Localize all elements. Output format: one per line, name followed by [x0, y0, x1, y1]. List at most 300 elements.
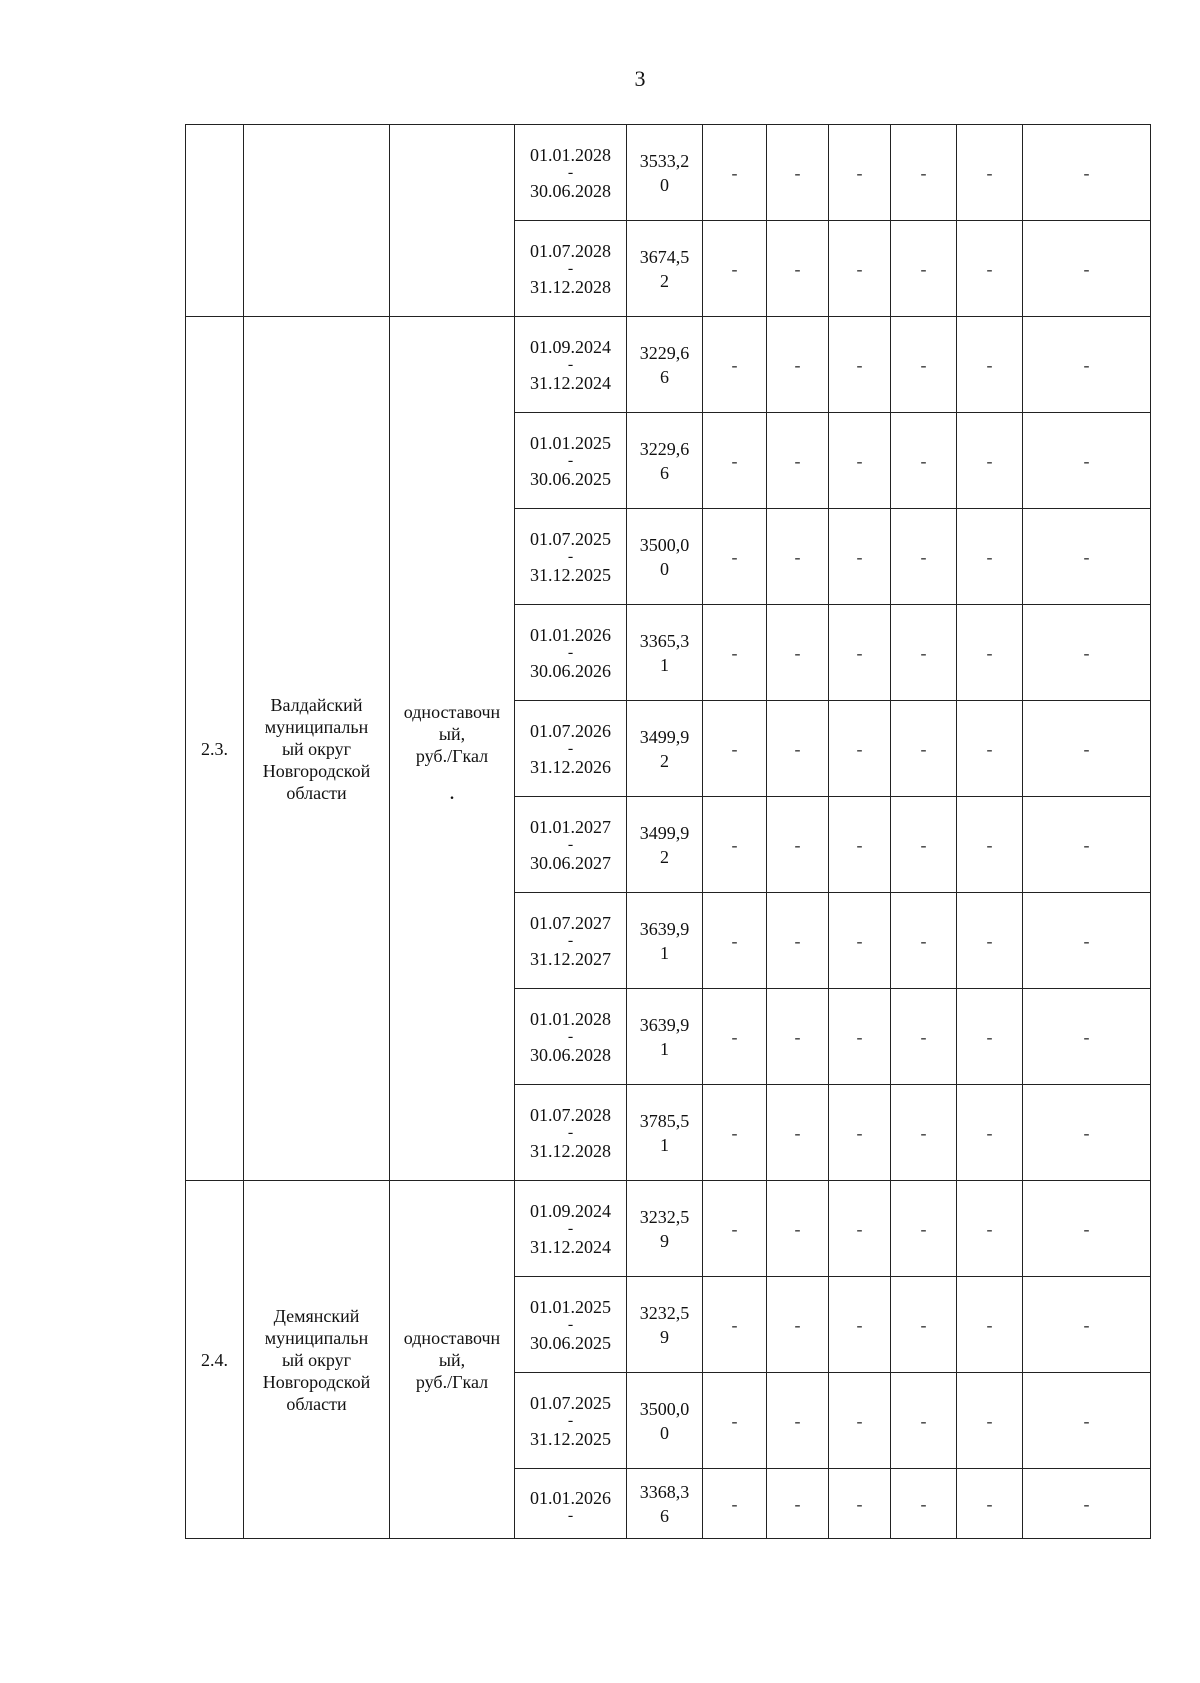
table-row: [186, 125, 1151, 221]
region-name-line: области: [286, 782, 347, 803]
empty-value-cell: [957, 221, 1023, 317]
empty-value-cell: [767, 125, 829, 221]
region-name-line: муниципальн: [264, 716, 369, 737]
tariff-value-cell: [627, 509, 703, 605]
empty-dash: -: [856, 354, 863, 375]
period-end: 31.12.2025: [530, 564, 611, 585]
tariff-type-line: руб./Гкал: [415, 1371, 489, 1392]
period-cell: [515, 125, 627, 221]
empty-value-cell: [767, 1085, 829, 1181]
tariff-type-cell: [390, 125, 515, 317]
empty-dash: -: [731, 1410, 738, 1431]
empty-value-cell: [891, 797, 957, 893]
tariff-value-cell: [627, 413, 703, 509]
empty-value-cell: [767, 221, 829, 317]
row-number-cell: [186, 1181, 244, 1539]
period-start: 01.09.2024: [530, 336, 611, 357]
empty-value-cell: [703, 1181, 767, 1277]
empty-value-cell: [1023, 701, 1151, 797]
tariff-type-line: ый,: [438, 723, 466, 744]
empty-dash: -: [794, 834, 801, 855]
period-start: 01.01.2026: [530, 1487, 611, 1508]
empty-dash: -: [920, 546, 927, 567]
tariff-value: [627, 245, 702, 293]
period: [515, 1007, 626, 1067]
period-dash: -: [567, 451, 574, 469]
region-name-line: ый округ: [281, 1349, 352, 1370]
empty-value-cell: [1023, 1373, 1151, 1469]
tariff-value: [627, 437, 702, 485]
empty-dash: -: [731, 1122, 738, 1143]
empty-dash: -: [986, 1314, 993, 1335]
empty-dash: -: [986, 258, 993, 279]
empty-dash: -: [856, 1218, 863, 1239]
period-dash: -: [567, 1027, 574, 1045]
period-dash: -: [567, 547, 574, 565]
tariff-value-line: 9: [660, 1326, 669, 1347]
empty-value-cell: [703, 701, 767, 797]
period: [515, 623, 626, 683]
region-name-line: муниципальн: [264, 1327, 369, 1348]
period-start: 01.07.2027: [530, 912, 611, 933]
empty-value-cell: [891, 1373, 957, 1469]
period-dash: -: [567, 1219, 574, 1237]
period-cell: [515, 221, 627, 317]
empty-value-cell: [703, 125, 767, 221]
empty-dash: -: [794, 738, 801, 759]
empty-dash: -: [1083, 1026, 1090, 1047]
period-start: 01.01.2027: [530, 816, 611, 837]
tariff-value-line: 3785,5: [639, 1110, 690, 1131]
empty-dash: -: [856, 258, 863, 279]
empty-dash: -: [856, 1410, 863, 1431]
period-end: 30.06.2028: [530, 180, 611, 201]
empty-dash: -: [794, 1410, 801, 1431]
empty-dash: -: [794, 450, 801, 471]
period-cell: [515, 413, 627, 509]
period: [515, 143, 626, 203]
row-number-cell: [186, 317, 244, 1181]
empty-value-cell: [891, 509, 957, 605]
empty-dash: -: [794, 354, 801, 375]
region-name-cell: [244, 1181, 390, 1539]
tariff-value: [627, 1013, 702, 1061]
table-row: [186, 1181, 1151, 1277]
row-number: 2.4.: [201, 1349, 228, 1370]
tariff-type-line: ый,: [438, 1349, 466, 1370]
empty-value-cell: [957, 413, 1023, 509]
empty-value-cell: [767, 1469, 829, 1539]
period-dash: -: [567, 1411, 574, 1429]
tariff-value-line: 2: [660, 270, 669, 291]
empty-value-cell: [829, 893, 891, 989]
period: [515, 335, 626, 395]
empty-value-cell: [891, 1469, 957, 1539]
tariff-value: [627, 725, 702, 773]
tariff-value-line: 3500,0: [639, 1398, 690, 1419]
period-end: 31.12.2028: [530, 1140, 611, 1161]
empty-value-cell: [957, 125, 1023, 221]
period-cell: [515, 509, 627, 605]
empty-value-cell: [957, 1181, 1023, 1277]
tariff-value-line: 1: [660, 654, 669, 675]
empty-value-cell: [703, 1469, 767, 1539]
empty-value-cell: [829, 701, 891, 797]
empty-dash: -: [1083, 1314, 1090, 1335]
empty-value-cell: [1023, 125, 1151, 221]
empty-dash: -: [1083, 258, 1090, 279]
period-cell: [515, 317, 627, 413]
empty-value-cell: [891, 125, 957, 221]
empty-dash: -: [856, 642, 863, 663]
empty-value-cell: [957, 701, 1023, 797]
empty-value-cell: [957, 797, 1023, 893]
empty-dash: -: [856, 1493, 863, 1514]
tariff-value: [627, 629, 702, 677]
empty-value-cell: [957, 509, 1023, 605]
period-cell: [515, 893, 627, 989]
period-start: 01.07.2026: [530, 720, 611, 741]
empty-value-cell: [891, 413, 957, 509]
empty-dash: -: [986, 1410, 993, 1431]
empty-dash: -: [1083, 450, 1090, 471]
tariff-value: [627, 1205, 702, 1253]
empty-dash: -: [1083, 1122, 1090, 1143]
period-dash: -: [567, 1506, 574, 1524]
tariff-value: [627, 341, 702, 389]
period-end: 30.06.2028: [530, 1044, 611, 1065]
period-start: 01.01.2028: [530, 144, 611, 165]
empty-dash: -: [986, 162, 993, 183]
empty-dash: -: [856, 450, 863, 471]
tariff-value-line: 1: [660, 1134, 669, 1155]
period: [515, 1295, 626, 1355]
empty-dash: -: [1083, 834, 1090, 855]
empty-value-cell: [891, 605, 957, 701]
tariff-value-line: 3639,9: [639, 918, 690, 939]
empty-value-cell: [891, 989, 957, 1085]
empty-dash: -: [856, 162, 863, 183]
empty-value-cell: [703, 1085, 767, 1181]
period-start: 01.01.2025: [530, 1296, 611, 1317]
tariff-value-line: 3639,9: [639, 1014, 690, 1035]
empty-value-cell: [767, 605, 829, 701]
period: [515, 431, 626, 491]
tariff-value-line: 2: [660, 750, 669, 771]
empty-value-cell: [1023, 221, 1151, 317]
tariff-value-cell: [627, 1373, 703, 1469]
empty-dash: -: [986, 1493, 993, 1514]
period-cell: [515, 1469, 627, 1539]
empty-value-cell: [829, 1085, 891, 1181]
tariff-value-line: 3365,3: [639, 630, 690, 651]
empty-dash: -: [856, 738, 863, 759]
empty-dash: -: [920, 354, 927, 375]
empty-dash: -: [731, 258, 738, 279]
empty-value-cell: [891, 1181, 957, 1277]
period-start: 01.01.2025: [530, 432, 611, 453]
empty-dash: -: [731, 738, 738, 759]
tariff-value-line: 3499,9: [639, 822, 690, 843]
tariff-table: [185, 124, 1151, 1539]
tariff-value: [627, 1109, 702, 1157]
empty-dash: -: [731, 1493, 738, 1514]
tariff-value-line: 6: [660, 462, 669, 483]
empty-value-cell: [1023, 1085, 1151, 1181]
page-number: 3: [634, 66, 646, 91]
empty-value-cell: [957, 1085, 1023, 1181]
tariff-value-line: 2: [660, 846, 669, 867]
empty-value-cell: [829, 605, 891, 701]
empty-value-cell: [957, 1469, 1023, 1539]
empty-value-cell: [767, 1373, 829, 1469]
empty-dash: -: [1083, 1218, 1090, 1239]
empty-dash: -: [731, 546, 738, 567]
period-dash: -: [567, 931, 574, 949]
empty-dash: -: [1083, 354, 1090, 375]
empty-value-cell: [703, 1277, 767, 1373]
empty-dash: -: [920, 738, 927, 759]
empty-dash: -: [856, 1122, 863, 1143]
period-end: 31.12.2024: [530, 372, 611, 393]
period-cell: [515, 1277, 627, 1373]
empty-dash: -: [920, 1314, 927, 1335]
table-row: [186, 317, 1151, 413]
tariff-value-cell: [627, 605, 703, 701]
empty-value-cell: [703, 1373, 767, 1469]
empty-value-cell: [829, 1373, 891, 1469]
tariff-value-line: 3674,5: [639, 246, 690, 267]
empty-value-cell: [703, 509, 767, 605]
empty-dash: -: [856, 930, 863, 951]
empty-dash: -: [920, 1493, 927, 1514]
tariff-value-line: 3232,5: [639, 1302, 690, 1323]
empty-value-cell: [891, 317, 957, 413]
period-end: 31.12.2026: [530, 756, 611, 777]
tariff-type-cell: [390, 317, 515, 1181]
empty-dash: -: [794, 930, 801, 951]
empty-value-cell: [829, 413, 891, 509]
empty-value-cell: [1023, 509, 1151, 605]
period-cell: [515, 1181, 627, 1277]
empty-value-cell: [703, 413, 767, 509]
period-end: 30.06.2025: [530, 468, 611, 489]
tariff-value-cell: [627, 893, 703, 989]
period-cell: [515, 1373, 627, 1469]
period-end: 30.06.2026: [530, 660, 611, 681]
tariff-value: [627, 533, 702, 581]
period-end: 31.12.2025: [530, 1428, 611, 1449]
tariff-value: [627, 1301, 702, 1349]
period: [515, 527, 626, 587]
tariff-value-line: 0: [660, 558, 669, 579]
empty-dash: -: [920, 930, 927, 951]
empty-value-cell: [957, 317, 1023, 413]
region-name-cell: [244, 317, 390, 1181]
empty-dash: -: [856, 546, 863, 567]
empty-value-cell: [767, 1181, 829, 1277]
empty-value-cell: [703, 989, 767, 1085]
empty-value-cell: [767, 893, 829, 989]
empty-dash: -: [731, 450, 738, 471]
period-end: 30.06.2027: [530, 852, 611, 873]
row-number-cell: [186, 125, 244, 317]
tariff-value-cell: [627, 317, 703, 413]
tariff-value-line: 3499,9: [639, 726, 690, 747]
empty-dash: -: [1083, 546, 1090, 567]
empty-value-cell: [957, 893, 1023, 989]
period-dash: -: [567, 739, 574, 757]
empty-dash: -: [986, 1218, 993, 1239]
empty-value-cell: [1023, 797, 1151, 893]
empty-value-cell: [1023, 605, 1151, 701]
empty-dash: -: [794, 642, 801, 663]
period: [515, 1103, 626, 1163]
tariff-value-line: 1: [660, 942, 669, 963]
period: [515, 1391, 626, 1451]
empty-value-cell: [829, 221, 891, 317]
empty-dash: -: [731, 1314, 738, 1335]
empty-value-cell: [957, 1373, 1023, 1469]
period: [515, 719, 626, 779]
region-name-line: Новгородской: [262, 1371, 371, 1392]
empty-value-cell: [829, 317, 891, 413]
empty-value-cell: [891, 1277, 957, 1373]
tariff-type-line: руб./Гкал: [415, 745, 489, 766]
empty-value-cell: [891, 1085, 957, 1181]
empty-dash: -: [856, 1026, 863, 1047]
period: [515, 1486, 626, 1522]
empty-dash: -: [986, 738, 993, 759]
tariff-value-cell: [627, 701, 703, 797]
empty-dash: -: [794, 1314, 801, 1335]
period: [515, 1199, 626, 1259]
region-name-line: Новгородской: [262, 760, 371, 781]
empty-value-cell: [829, 1469, 891, 1539]
period-start: 01.01.2026: [530, 624, 611, 645]
tariff-value-line: 0: [660, 1422, 669, 1443]
tariff-type-cell: [390, 1181, 515, 1539]
empty-dash: -: [856, 834, 863, 855]
empty-dash: -: [731, 834, 738, 855]
empty-dash: -: [731, 354, 738, 375]
empty-value-cell: [891, 893, 957, 989]
empty-dash: -: [986, 354, 993, 375]
empty-dash: -: [920, 450, 927, 471]
empty-dash: -: [920, 1218, 927, 1239]
tariff-value-line: 0: [660, 174, 669, 195]
region-name-line: Демянский: [273, 1305, 360, 1326]
period-end: 31.12.2027: [530, 948, 611, 969]
period-start: 01.09.2024: [530, 1200, 611, 1221]
tariff-value-line: 3232,5: [639, 1206, 690, 1227]
region-name-cell: [244, 125, 390, 317]
period-start: 01.07.2025: [530, 1392, 611, 1413]
period-dash: -: [567, 1315, 574, 1333]
tariff-value-cell: [627, 1181, 703, 1277]
empty-value-cell: [703, 221, 767, 317]
empty-value-cell: [829, 509, 891, 605]
empty-dash: -: [731, 642, 738, 663]
period: [515, 239, 626, 299]
empty-value-cell: [829, 1181, 891, 1277]
empty-value-cell: [767, 317, 829, 413]
period-cell: [515, 605, 627, 701]
empty-dash: -: [1083, 1410, 1090, 1431]
empty-dash: -: [794, 162, 801, 183]
period-dash: -: [567, 1123, 574, 1141]
empty-dash: -: [986, 834, 993, 855]
empty-value-cell: [767, 989, 829, 1085]
empty-value-cell: [767, 701, 829, 797]
empty-dash: -: [731, 162, 738, 183]
empty-dash: -: [920, 1122, 927, 1143]
empty-value-cell: [1023, 317, 1151, 413]
empty-value-cell: [1023, 413, 1151, 509]
empty-value-cell: [957, 605, 1023, 701]
empty-dash: -: [794, 258, 801, 279]
empty-dash: -: [986, 450, 993, 471]
period-start: 01.07.2025: [530, 528, 611, 549]
empty-value-cell: [829, 989, 891, 1085]
tariff-value-cell: [627, 1085, 703, 1181]
region-name-line: ый округ: [281, 738, 352, 759]
empty-dash: -: [731, 1026, 738, 1047]
empty-dash: -: [1083, 738, 1090, 759]
empty-dash: -: [794, 1026, 801, 1047]
empty-dash: -: [920, 1026, 927, 1047]
tariff-value-line: 3229,6: [639, 438, 690, 459]
empty-dash: -: [794, 1122, 801, 1143]
tariff-value-cell: [627, 221, 703, 317]
empty-value-cell: [767, 1277, 829, 1373]
empty-dash: -: [986, 1122, 993, 1143]
period-cell: [515, 989, 627, 1085]
empty-value-cell: [703, 797, 767, 893]
empty-value-cell: [829, 797, 891, 893]
empty-dash: -: [794, 1493, 801, 1514]
tariff-value: [627, 821, 702, 869]
period-end: 31.12.2028: [530, 276, 611, 297]
period-cell: [515, 1085, 627, 1181]
period-cell: [515, 797, 627, 893]
empty-value-cell: [1023, 1277, 1151, 1373]
empty-value-cell: [1023, 893, 1151, 989]
tariff-value-line: 3533,2: [639, 150, 690, 171]
region-name-line: Валдайский: [270, 694, 363, 715]
empty-dash: -: [794, 1218, 801, 1239]
tariff-value: [627, 149, 702, 197]
empty-value-cell: [703, 893, 767, 989]
tariff-value: [627, 1480, 702, 1528]
tariff-value-line: 3229,6: [639, 342, 690, 363]
period-dash: -: [567, 163, 574, 181]
tariff-value-cell: [627, 125, 703, 221]
row-number: 2.3.: [201, 738, 228, 759]
stray-mark: .: [449, 778, 455, 804]
empty-dash: -: [731, 930, 738, 951]
empty-value-cell: [703, 605, 767, 701]
period-start: 01.07.2028: [530, 240, 611, 261]
empty-dash: -: [1083, 930, 1090, 951]
empty-value-cell: [1023, 1469, 1151, 1539]
tariff-value-cell: [627, 797, 703, 893]
tariff-value-line: 3368,3: [639, 1481, 690, 1502]
tariff-value-cell: [627, 1277, 703, 1373]
empty-dash: -: [731, 1218, 738, 1239]
period-end: 30.06.2025: [530, 1332, 611, 1353]
period: [515, 911, 626, 971]
